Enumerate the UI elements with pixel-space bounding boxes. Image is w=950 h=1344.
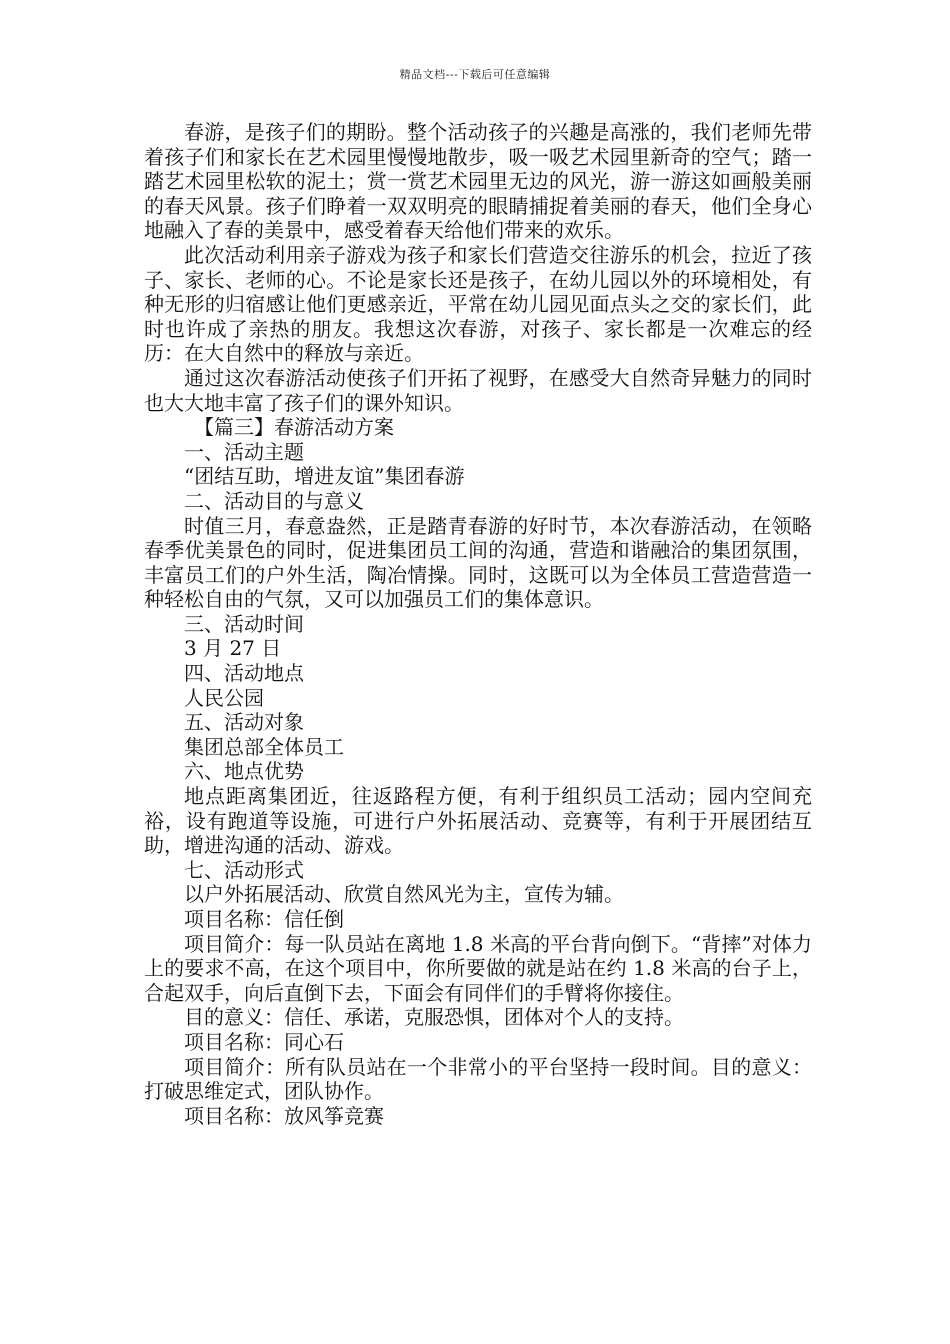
document-body (144, 120, 812, 1128)
paragraph: 项目名称：同心石 (184, 1029, 344, 1054)
section-heading: 四、活动地点 (184, 661, 304, 686)
section-title: 【篇三】春游活动方案 (194, 415, 394, 440)
paragraph: 人民公园 (184, 685, 264, 710)
paragraph: 项目名称：信任倒 (184, 907, 344, 931)
paragraph: 地点距离集团近，往返路程方便，有利于组织员工活动；园内空间充裕，设有跑道等设施，可进行户外拓展活动、竞赛等，有利于开展团结互助，增进沟通的活动、游戏。 (144, 784, 812, 858)
paragraph: 通过这次春游活动使孩子们开拓了视野，在感受大自然奇异魅力的同时也大大地丰富了孩子们的课外知识。 (144, 365, 812, 415)
paragraph: 以户外拓展活动、欣赏自然风光为主，宣传为辅。 (184, 882, 624, 907)
page-header: 精品文档---下载后可任意编辑 (399, 68, 551, 81)
section-heading: 二、活动目的与意义 (184, 488, 364, 513)
paragraph: 3 月 27 日 (184, 636, 282, 661)
paragraph: 项目名称：放风筝竞赛 (184, 1103, 384, 1128)
paragraph: 时值三月，春意盎然，正是踏青春游的好时节，本次春游活动，在领略春季优美景色的同时，促进集团员工间的沟通，营造和谐融洽的集团氛围，丰富员工们的户外生活，陶冶情操。同时，这既可以为全体员工营造营造一种轻松自由的气氛，又可以加强员工们的集体意识。 (144, 513, 812, 612)
paragraph: 此次活动利用亲子游戏为孩子和家长们营造交往游乐的机会，拉近了孩子、家长、老师的心。不论是家长还是孩子，在幼儿园以外的环境相处，有种无形的归宿感让他们更感亲近，平常在幼儿园见面点头之交的家长们，此时也许成了亲热的朋友。我想这次春游，对孩子、家长都是一次难忘的经历：在大自然中的释放与亲近。 (144, 242, 812, 366)
section-heading: 三、活动时间 (184, 611, 304, 636)
section-heading: 一、活动主题 (184, 439, 304, 464)
paragraph: 春游，是孩子们的期盼。整个活动孩子的兴趣是高涨的，我们老师先带着孩子们和家长在艺术园里慢慢地散步，吸一吸艺术园里新奇的空气；踏一踏艺术园里松软的泥土；赏一赏艺术园里无边的风光，游一游这如画般美丽的春天风景。孩子们睁着一双双明亮的眼睛捕捉着美丽的春天，他们全身心地融入了春的美景中，感受着春天给他们带来的欢乐。 (144, 120, 812, 243)
paragraph: 项目简介：所有队员站在一个非常小的平台坚持一段时间。目的意义：打破思维定式，团队协作。 (144, 1054, 812, 1104)
section-heading: 七、活动形式 (184, 857, 304, 882)
paragraph: 集团总部全体员工 (184, 734, 344, 759)
paragraph: 项目简介：每一队员站在离地 1.8 米高的平台背向倒下。“背摔”对体力上的要求不高，在这个项目中，你所要做的就是站在约 1.8 米高的台子上，合起双手，向后直倒下去，下面会有同伴们的手臂将你接住。 (144, 931, 812, 1005)
paragraph: “团结互助，增进友谊”集团春游 (184, 464, 465, 489)
section-heading: 五、活动对象 (184, 710, 304, 735)
section-heading: 六、地点优势 (184, 759, 304, 784)
paragraph: 目的意义：信任、承诺，克服恐惧，团体对个人的支持。 (184, 1005, 684, 1030)
